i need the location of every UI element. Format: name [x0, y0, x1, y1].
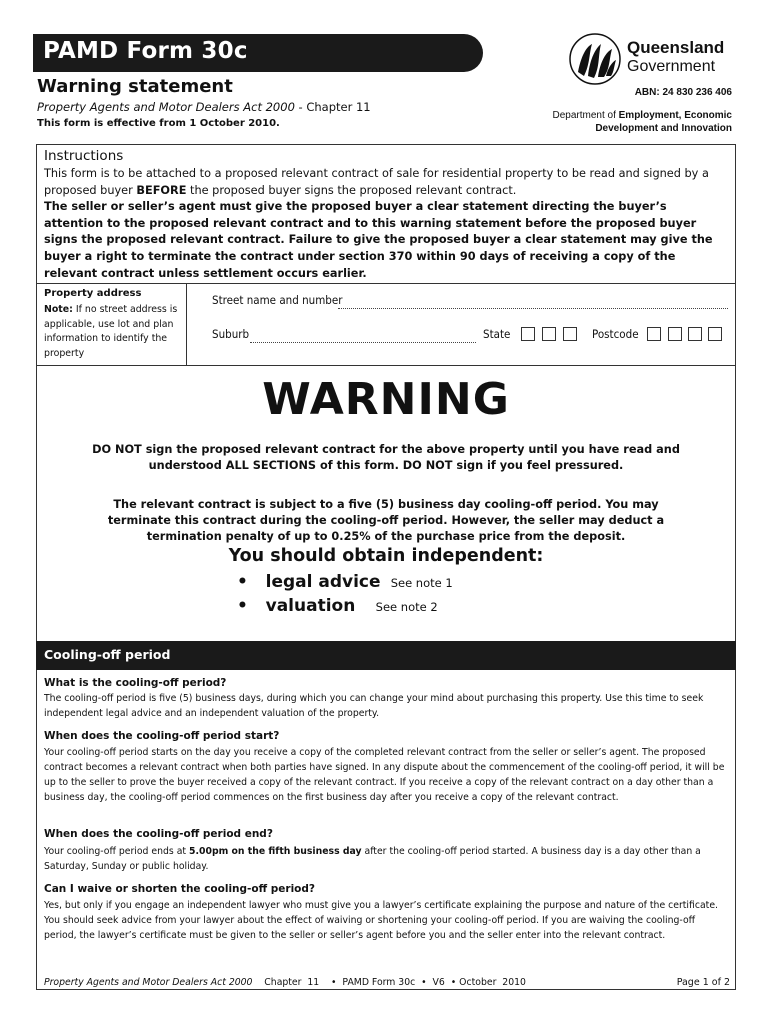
cooling-off-banner	[36, 641, 736, 670]
instr-p2: The seller or seller’s agent must give the proposed buyer a clear statement directing the buyer’s attention to the proposed relevant contract and to this warning statement before the proposed buyer signs the proposed relevant contract. Failure to give the proposed buyer a clear statement may give the buyer a right to terminate the contract under section 370 within 90 days of receiving a copy of the relevant contract unless settlement occurs earlier.	[44, 200, 713, 280]
bullet-dot-icon: •	[237, 572, 266, 592]
warning-line-5: termination penalty of up to 0.25% of the purchase price from the deposit.	[146, 530, 626, 543]
footer-rest: Chapter 11 • PAMD Form 30c • V6 • October 2010	[252, 977, 526, 988]
postcode-box-1[interactable]	[647, 327, 661, 341]
department-name	[520, 109, 732, 135]
cooling-off-title: Cooling-off period	[44, 647, 171, 662]
warning-text-1	[36, 442, 736, 474]
answer-3	[44, 844, 730, 874]
bullet-dot-icon: •	[237, 596, 266, 616]
answer-3-c: after the cooling-off period started. A business day is a day other than a Saturday, Sunday or public holiday.	[44, 846, 701, 872]
answer-4: Yes, but only if you engage an independent lawyer who must give you a lawyer’s certificate explaining the purpose and nature of the certificate. You should seek advice from your lawyer about the effect of waiving or shortening your cooling-off period. If you are waiving the cooling-off period, the lawyer’s certificate must be given to the seller or seller’s agent before you and the seller enter into the relevant contract.	[44, 900, 718, 941]
instructions-body	[44, 166, 728, 282]
postcode-label: Postcode	[592, 327, 639, 341]
divider-property	[36, 365, 736, 366]
question-1: What is the cooling-off period?	[44, 677, 227, 689]
postcode-box-2[interactable]	[668, 327, 682, 341]
instr-p1-a: This form is to be attached to a proposed relevant contract of sale for residential property to be read and signed by a proposed buyer	[44, 167, 709, 197]
answer-2: Your cooling-off period starts on the day you receive a copy of the completed relevant contract from the seller or seller’s agent. The proposed contract becomes a relevant contract when both parties have signed. In any dispute about the commencement of the cooling-off period, it will be up to the seller to prove the buyer received a copy of the relevant contract. If you receive a copy of the relevant contract on a day other than a business day, the cooling-off period commences on the first business day after you receive a copy of the relevant contract.	[44, 747, 725, 803]
footer-reference	[44, 977, 526, 988]
answer-3-a: Your cooling-off period ends at	[44, 846, 190, 857]
note-bold: Note:	[44, 304, 73, 315]
property-note	[44, 303, 184, 361]
act-chapter: - Chapter 11	[294, 100, 371, 114]
divider-instructions	[36, 283, 736, 284]
instructions-title: Instructions	[44, 148, 124, 164]
postcode-box-4[interactable]	[708, 327, 722, 341]
logo-government: Government	[627, 58, 716, 75]
question-4: Can I waive or shorten the cooling-off period?	[44, 883, 316, 895]
street-label: Street name and number	[212, 293, 343, 307]
warning-line-3: The relevant contract is subject to a five (5) business day cooling-off period. You may	[113, 498, 659, 511]
state-box-1[interactable]	[521, 327, 535, 341]
footer-act: Property Agents and Motor Dealers Act 2000	[44, 977, 253, 988]
property-divider	[186, 283, 187, 365]
bullet-valuation-text: valuation	[265, 596, 356, 616]
form-title-banner	[33, 34, 483, 72]
logo-queensland: Queensland	[627, 38, 725, 57]
bullet-legal-advice	[237, 572, 453, 592]
warning-line-1: DO NOT sign the proposed relevant contract for the above property until you have read and	[92, 443, 680, 456]
warning-line-4: terminate this contract during the cooling-off period. However, the seller may deduct a	[107, 514, 665, 527]
answer-3-bold: 5.00pm on the fifth business day	[189, 846, 362, 857]
form-subtitle: Warning statement	[37, 76, 233, 97]
warning-text-2	[36, 497, 736, 545]
act-reference	[37, 100, 371, 114]
effective-date: This form is effective from 1 October 2010.	[37, 118, 280, 129]
state-box-3[interactable]	[563, 327, 577, 341]
dept-prefix: Department of	[552, 110, 619, 121]
instr-p1-c: the proposed buyer signs the proposed relevant contract.	[186, 183, 517, 197]
abn-number: ABN: 24 830 236 406	[634, 87, 732, 98]
bullet-legal-note: See note 1	[390, 576, 453, 590]
form-title: PAMD Form 30c	[43, 38, 248, 64]
street-input[interactable]	[338, 308, 728, 309]
suburb-input[interactable]	[250, 342, 476, 343]
warning-heading: WARNING	[262, 374, 510, 425]
state-box-2[interactable]	[542, 327, 556, 341]
question-3: When does the cooling-off period end?	[44, 828, 273, 840]
suburb-label: Suburb	[212, 327, 250, 341]
property-address-label: Property address	[44, 288, 142, 299]
dept-bold-1: Employment, Economic	[618, 110, 732, 121]
dept-bold-2: Development and Innovation	[595, 123, 732, 134]
postcode-box-3[interactable]	[688, 327, 702, 341]
bullet-valuation-note: See note 2	[375, 600, 438, 614]
bullet-legal-text: legal advice	[265, 572, 381, 592]
act-name: Property Agents and Motor Dealers Act 2000	[37, 100, 295, 114]
instr-p1-before: BEFORE	[136, 183, 187, 197]
state-label: State	[483, 327, 511, 341]
page-number: Page 1 of 2	[676, 977, 730, 988]
queensland-crest-icon	[568, 32, 624, 86]
obtain-independent-heading: You should obtain independent:	[228, 546, 544, 566]
question-2: When does the cooling-off period start?	[44, 730, 280, 742]
bullet-valuation	[237, 596, 438, 616]
answer-1: The cooling-off period is five (5) business days, during which you can change your mind about purchasing this property. Use this time to seek independent legal advice and an independent valuation of the property.	[44, 693, 704, 719]
note-text: If no street address is applicable, use lot and plan information to identify the property	[44, 304, 178, 359]
warning-line-2: understood ALL SECTIONS of this form. DO NOT sign if you feel pressured.	[148, 459, 624, 472]
